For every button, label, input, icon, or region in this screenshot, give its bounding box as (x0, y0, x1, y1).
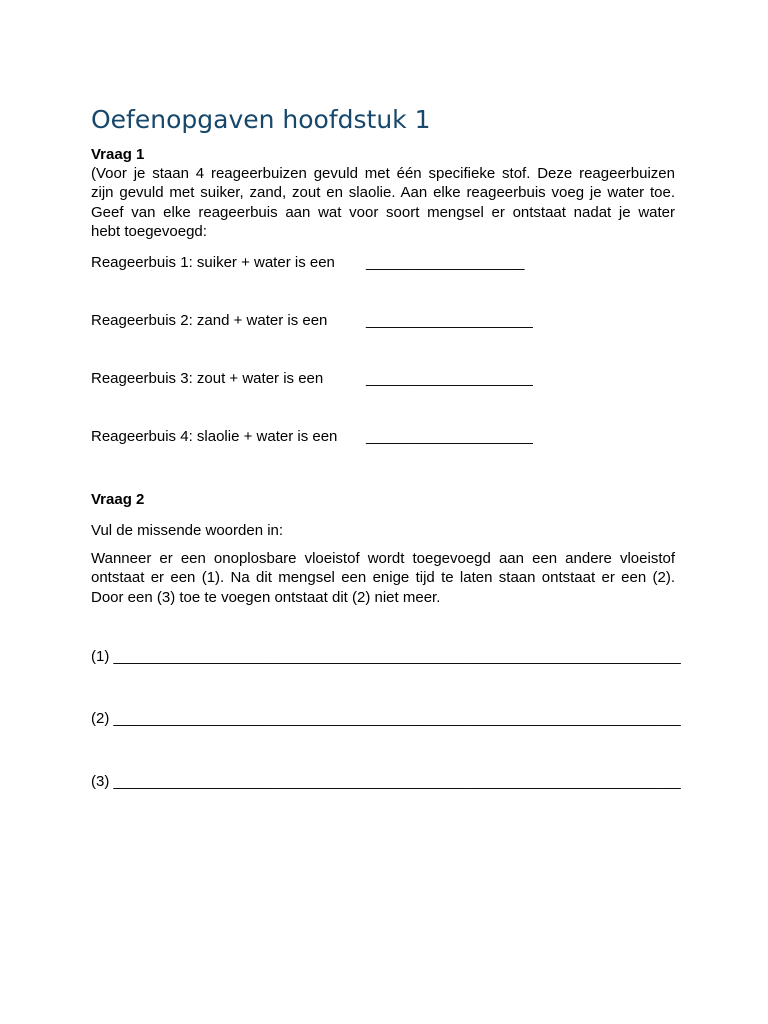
question-1-line: hebt toegevoegd: (91, 222, 207, 240)
question-2-text (91, 549, 675, 607)
question-1-line: Geef van elke reageerbuis aan wat voor soort mengsel er ontstaat nadat je water (91, 203, 675, 221)
question-2-line: ontstaat er een (1). Na dit mengsel een enige tijd te laten staan ontstaat er een (2). (91, 569, 675, 587)
question-1-line: zijn gevuld met suiker, zand, zout en slaolie. Aan elke reageerbuis voeg je water toe. (91, 184, 675, 202)
page-title: Oefenopgaven hoofdstuk 1 (91, 105, 431, 134)
tube-label: Reageerbuis 1: suiker + water is een (91, 254, 335, 271)
question-2-heading: Vraag 2 (91, 491, 145, 508)
answer-blank: ____________________ (366, 428, 533, 445)
question-1-line: (Voor je staan 4 reageerbuizen gevuld met één specifieke stof. Deze reageerbuizen (91, 165, 675, 182)
question-2-instruction: Vul de missende woorden in: (91, 522, 284, 539)
answer-line-3: (3) ____________________________________________________________________ (91, 773, 681, 790)
answer-blank: ____________________ (366, 312, 533, 329)
answer-line-1: (1) ____________________________________________________________________ (91, 648, 681, 665)
answer-line-2: (2) ____________________________________________________________________ (91, 710, 681, 727)
tube-label: Reageerbuis 4: slaolie + water is een (91, 428, 338, 445)
tube-label: Reageerbuis 2: zand + water is een (91, 312, 328, 329)
question-1-text (91, 164, 675, 241)
question-1-heading: Vraag 1 (91, 146, 145, 163)
tube-label: Reageerbuis 3: zout + water is een (91, 370, 324, 387)
answer-blank: ____________________ (366, 370, 533, 387)
question-2-line: Door een (3) toe te voegen ontstaat dit (2) niet meer. (91, 588, 441, 606)
answer-blank: ___________________ (366, 254, 525, 271)
question-2-line: Wanneer er een onoplosbare vloeistof wordt toegevoegd aan een andere vloeistof (91, 550, 675, 567)
